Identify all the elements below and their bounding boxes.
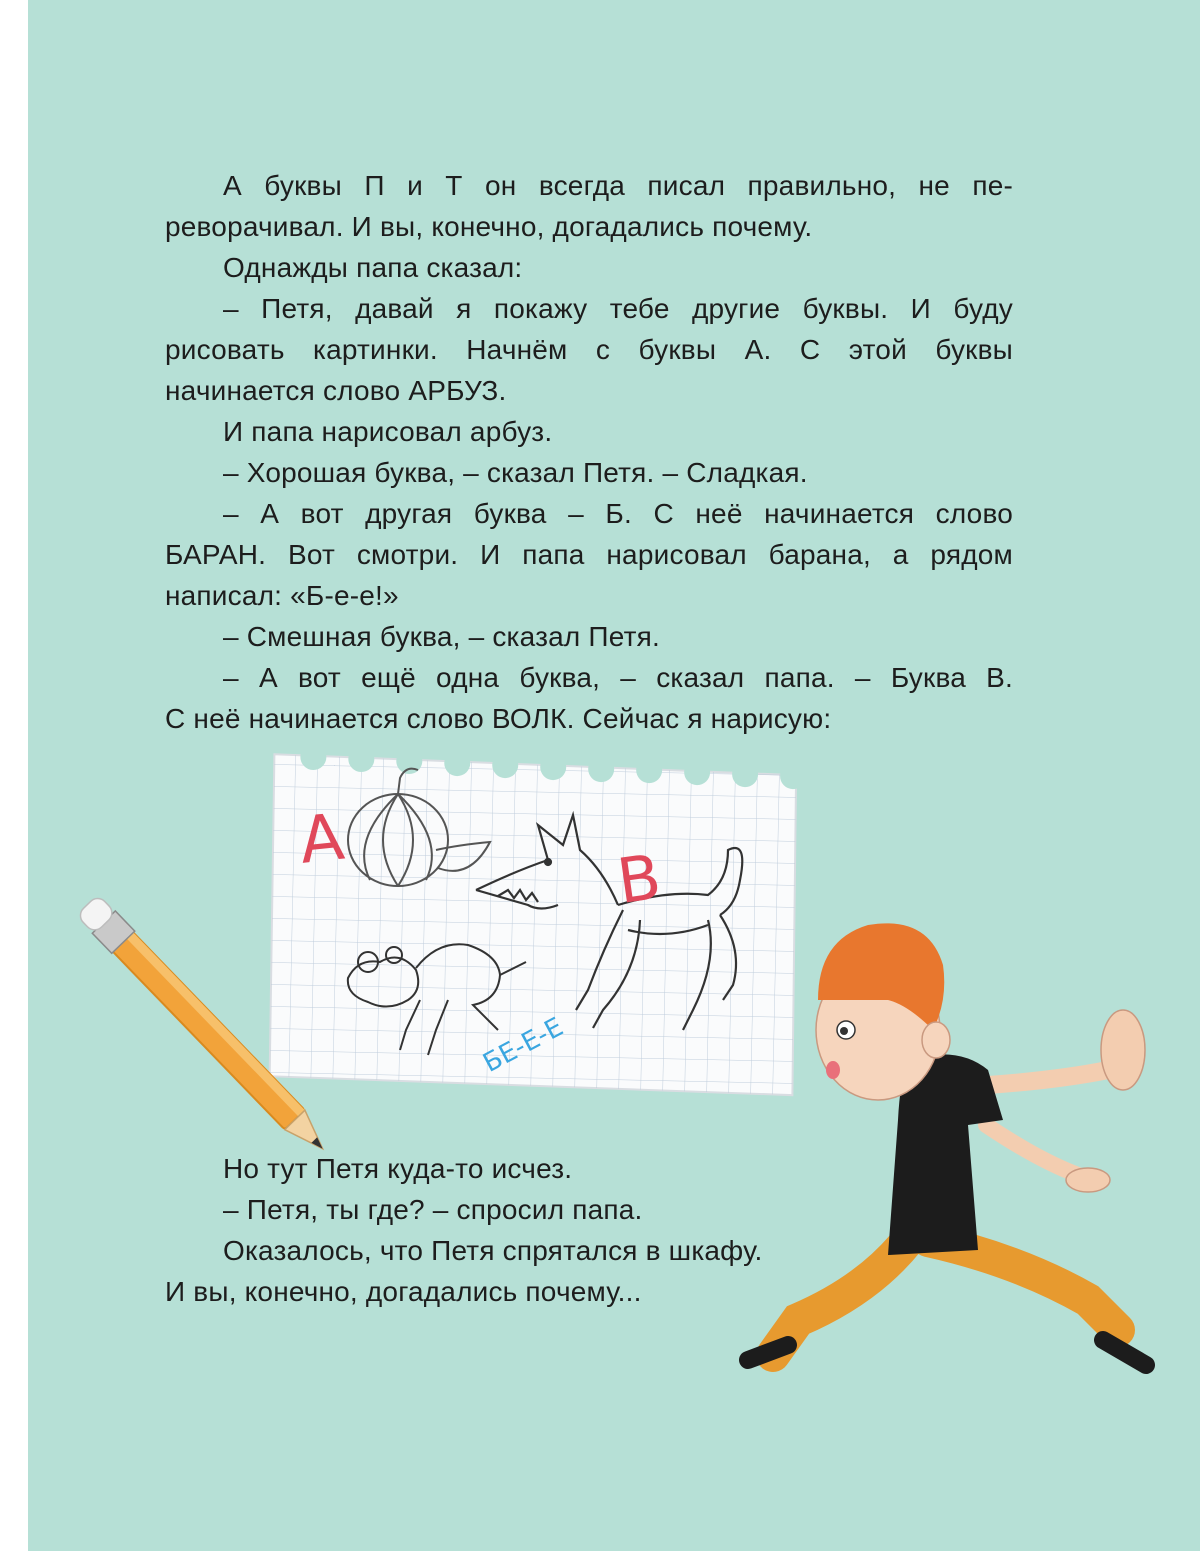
story-text-bottom [165, 1148, 865, 1312]
letter-v: В [612, 839, 666, 919]
story-line: – А вот ещё одна буква, – сказал папа. – Буква В. [223, 662, 1013, 693]
story-line: написал: «Б-е-е!» [165, 580, 399, 611]
illustration [28, 0, 1200, 1551]
story-line: И вы, конечно, догадались почему... [165, 1276, 642, 1307]
story-line: начинается слово АРБУЗ. [165, 375, 507, 406]
story-line: – А вот другая буква – Б. С неё начинается слово [223, 498, 1013, 529]
story-line: Оказалось, что Петя спрятался в шкафу. [223, 1235, 763, 1266]
story-line: Но тут Петя куда-то исчез. [223, 1153, 573, 1184]
story-line: БАРАН. Вот смотри. И папа нарисовал барана, а рядом [165, 539, 1013, 570]
story-line: Однажды папа сказал: [223, 252, 523, 283]
story-line: С неё начинается слово ВОЛК. Сейчас я нарисую: [165, 703, 832, 734]
story-line: – Смешная буква, – сказал Петя. [223, 621, 660, 652]
story-line: – Петя, давай я покажу тебе другие буквы. И буду [223, 293, 1013, 324]
story-line: реворачивал. И вы, конечно, догадались почему. [165, 211, 813, 242]
letter-a: А [296, 800, 348, 879]
story-line: – Петя, ты где? – спросил папа. [223, 1194, 643, 1225]
story-line: рисовать картинки. Начнём с буквы А. С этой буквы [165, 334, 1013, 365]
book-page [28, 0, 1200, 1551]
story-line: А буквы П и Т он всегда писал правильно, не пе- [223, 170, 1013, 201]
sheep-caption: БЕ-Е-Е [478, 1012, 569, 1079]
story-line: – Хорошая буква, – сказал Петя. – Сладкая. [223, 457, 808, 488]
story-line: И папа нарисовал арбуз. [223, 416, 553, 447]
